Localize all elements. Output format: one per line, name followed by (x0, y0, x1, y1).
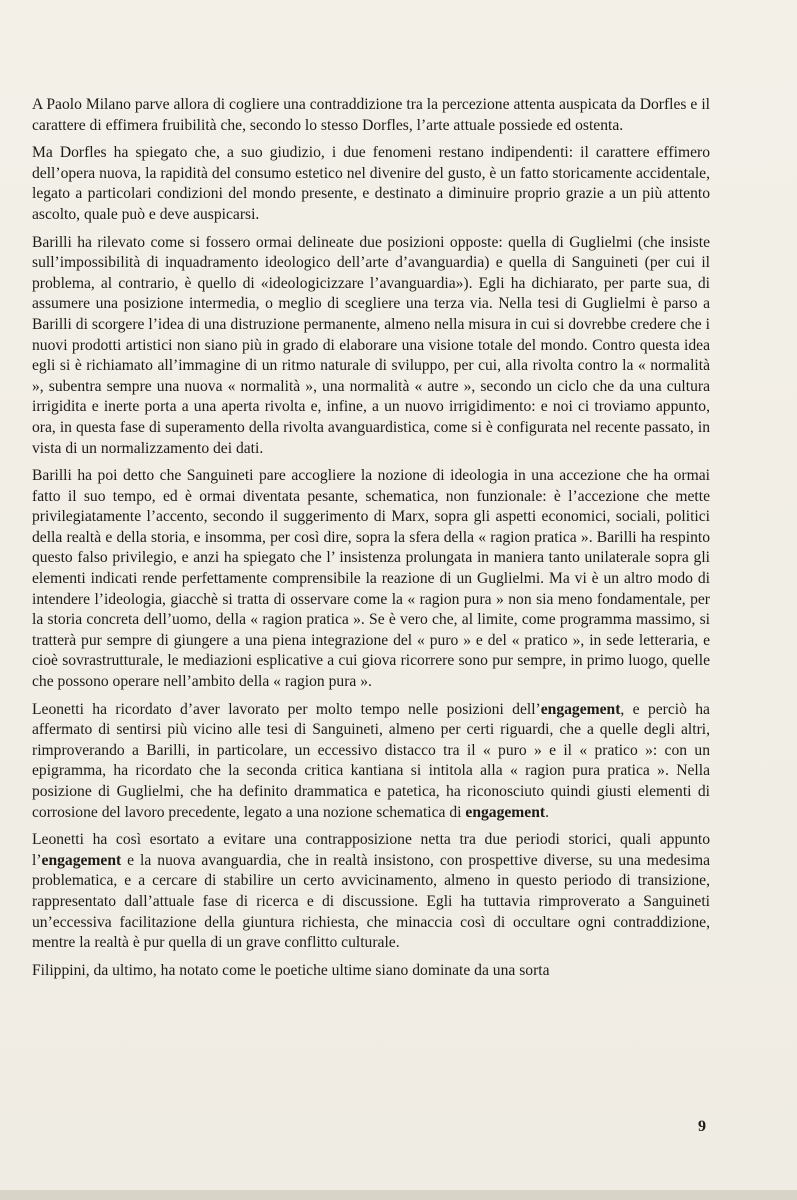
paragraph-4: Barilli ha poi detto che Sanguineti pare accogliere la nozione di ideologia in una accezione che ha ormai fatto il suo tempo, ed è ormai diventata pesante, schematica, non funzionale: è l’accezione che mette privilegiatamente l’accento, secondo il suggerimento di Marx, sopra gli aspetti economici, sociali, politici della realtà e della storia, e insomma, per così dire, sopra la sfera della « ragion pratica ». Barilli ha respinto questo falso privilegio, e anzi ha spiegato che l’ insistenza prolungata in maniera tanto unilaterale sopra gli elementi indicati rende perfettamente comprensibile la reazione di un Guglielmi. Ma vi è un altro modo di intendere l’ideologia, giacchè si tratta di osservare come la « ragion pura » non sia meno fondamentale, per la storia concreta dell’uomo, della « ragion pratica ». Se è vero che, al limite, come programma massimo, si tratterà pur sempre di giungere a una piena integrazione del « puro » e del « pratico », in sede letteraria, e cioè sovrastrutturale, le mediazioni esplicative a cui giova ricorrere sono pur sempre, in primo luogo, quelle che possono operare nell’ambito della « ragion pura ». (32, 467, 710, 691)
body-text (32, 95, 710, 988)
paragraph-5: Leonetti ha ricordato d’aver lavorato per molto tempo nelle posizioni dell’engagement, e perciò ha affermato di sentirsi più vicino alle tesi di Sanguineti, almeno per certi riguardi, che a quelle degli altri, rimproverando a Barilli, in particolare, un eccessivo distacco tra il « puro » e il « pratico »: con un epigramma, ha ricordato che la seconda critica kantiana si intitola alla « ragion pura pratica ». Nella posizione di Guglielmi, che ha definito drammatica e patetica, ha riconosciuto quindi giusti elementi di corrosione del lavoro precedente, legato a una nozione schematica di engagement. (32, 700, 710, 821)
paragraph-2: Ma Dorfles ha spiegato che, a suo giudizio, i due fenomeni restano indipendenti: il carattere effimero dell’opera nuova, la rapidità del consumo estetico nel divenire del gusto, è un fatto storicamente accidentale, legato a particolari condizioni del mondo presente, e destinato a diminuire proprio grazie a un più attento ascolto, quale può e deve auspicarsi. (32, 144, 710, 223)
emphasized-term: engagement (41, 851, 122, 869)
paragraph-6: Leonetti ha così esortato a evitare una contrapposizione netta tra due periodi storici, quali appunto l’engagement e la nuova avanguardia, che in realtà insistono, con prospettive diverse, su una medesima problematica, e a cercare di stabilire un certo avvicinamento, almeno in questo periodo di transizione, rappresentato dall’attuale fase di ricerca e di discussione. Egli ha tuttavia rimproverato a Sanguineti un’eccessiva facilitazione della giuntura richiesta, che minaccia così di occultare ogni contraddizione, mentre la realtà è pur quella di un grave conflitto culturale. (32, 831, 710, 952)
page-number: 9 (698, 1118, 706, 1135)
emphasized-term: engagement (465, 803, 546, 821)
paragraph-7: Filippini, da ultimo, ha notato come le poetiche ultime siano dominate da una sorta (32, 961, 550, 979)
page-bottom-edge (0, 1190, 797, 1200)
paragraph-1: A Paolo Milano parve allora di cogliere una contraddizione tra la percezione attenta auspicata da Dorfles e il carattere di effimera fruibilità che, secondo lo stesso Dorfles, l’arte attuale possiede ed ostenta. (32, 96, 710, 134)
emphasized-term: engagement (540, 700, 621, 718)
paragraph-3: Barilli ha rilevato come si fossero ormai delineate due posizioni opposte: quella di Guglielmi (che insiste sull’impossibilità di inquadramento ideologico dell’arte d’avanguardia) e quella di Sanguineti (per cui il problema, al contrario, è quello di «ideologicizzare l’avanguardia»). Egli ha dichiarato, per parte sua, di assumere una posizione intermedia, o meglio di scegliere una terza via. Nella tesi di Guglielmi è parso a Barilli di scorgere l’idea di una distruzione permanente, almeno nella misura in cui si dovrebbe credere che i nuovi prodotti artistici non siano più in grado di elaborare una visione totale del mondo. Contro questa idea egli si è richiamato all’immagine di un ritmo naturale di sviluppo, per cui, alla rivolta contro la « normalità », subentra sempre una nuova « normalità », una normalità « autre », secondo un ciclo che da una cultura irrigidita e inerte porta a una aperta rivolta e, infine, a un nuovo irrigidimento: e noi ci troviamo appunto, ora, in questa fase di superamento della rivolta avanguardistica, come si è configurata nel recente passato, in vista di un normalizzamento dei dati. (32, 233, 710, 457)
